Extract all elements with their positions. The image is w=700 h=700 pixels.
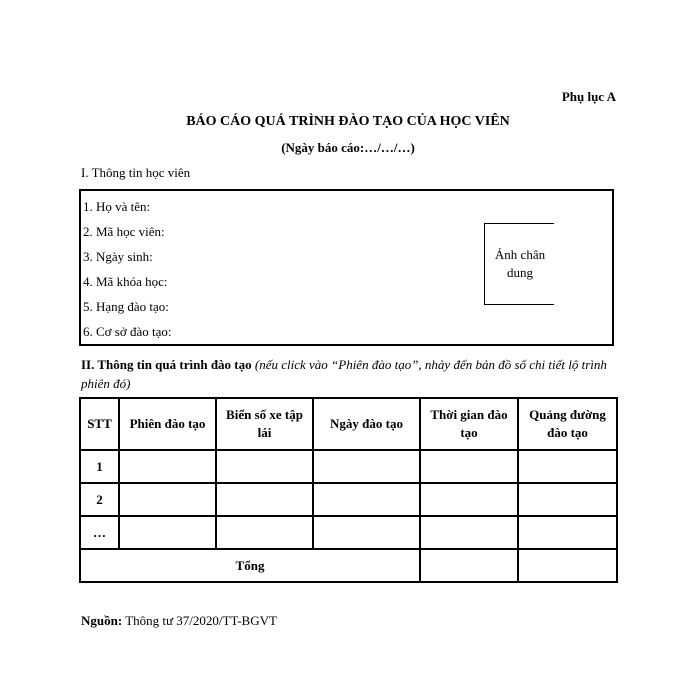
cell-session[interactable] <box>119 516 216 549</box>
field-training-center: 6. Cơ sở đào tạo: <box>83 324 172 339</box>
section-2-heading <box>81 355 616 393</box>
field-full-name: 1. Họ và tên: <box>83 199 151 214</box>
report-date: (Ngày báo cáo:…/…/…) <box>281 140 415 155</box>
cell-plate <box>216 483 313 516</box>
field-training-class: 5. Hạng đào tạo: <box>83 299 169 314</box>
cell-date <box>313 450 420 483</box>
total-duration <box>420 549 518 582</box>
table-header-row <box>80 398 617 450</box>
appendix-label: Phụ lục A <box>561 89 616 104</box>
source-text: Thông tư 37/2020/TT-BGVT <box>125 613 277 628</box>
field-course-id: 4. Mã khóa học: <box>83 274 168 289</box>
field-birth-date: 3. Ngày sinh: <box>83 249 153 264</box>
cell-duration <box>420 450 518 483</box>
cell-session[interactable] <box>119 450 216 483</box>
report-title: BÁO CÁO QUÁ TRÌNH ĐÀO TẠO CỦA HỌC VIÊN <box>186 114 510 129</box>
cell-distance <box>518 483 617 516</box>
portrait-photo-box <box>484 223 554 305</box>
field-student-id: 2. Mã học viên: <box>83 224 165 239</box>
table-row <box>80 516 617 549</box>
header-plate: Biển số xe tập lái <box>216 398 313 450</box>
row-number: … <box>80 516 119 549</box>
source-line <box>81 613 277 629</box>
row-number: 1 <box>80 450 119 483</box>
table-total-row <box>80 549 617 582</box>
header-date: Ngày đào tạo <box>313 398 420 450</box>
training-table <box>79 397 618 583</box>
table-row <box>80 450 617 483</box>
header-session[interactable]: Phiên đào tạo <box>119 398 216 450</box>
student-info-box <box>79 189 614 346</box>
total-distance <box>518 549 617 582</box>
section-1-heading: I. Thông tin học viên <box>81 165 191 180</box>
section-2-note: (nếu click vào “Phiên đào tạo”, nhảy đến bản đồ số chi tiết lộ trình phiên đó) <box>81 357 607 391</box>
cell-distance <box>518 516 617 549</box>
header-stt: STT <box>80 398 119 450</box>
cell-date <box>313 483 420 516</box>
header-distance: Quảng đường đào tạo <box>518 398 617 450</box>
portrait-photo-label: Ảnh chân dung <box>494 247 546 280</box>
cell-plate <box>216 450 313 483</box>
table-row <box>80 483 617 516</box>
row-number: 2 <box>80 483 119 516</box>
source-label: Nguồn: <box>81 613 123 628</box>
cell-duration <box>420 483 518 516</box>
total-label: Tổng <box>80 549 420 582</box>
cell-duration <box>420 516 518 549</box>
section-2-title: II. Thông tin quá trình đào tạo <box>81 357 252 372</box>
cell-session[interactable] <box>119 483 216 516</box>
cell-date <box>313 516 420 549</box>
cell-plate <box>216 516 313 549</box>
cell-distance <box>518 450 617 483</box>
header-duration: Thời gian đào tạo <box>420 398 518 450</box>
